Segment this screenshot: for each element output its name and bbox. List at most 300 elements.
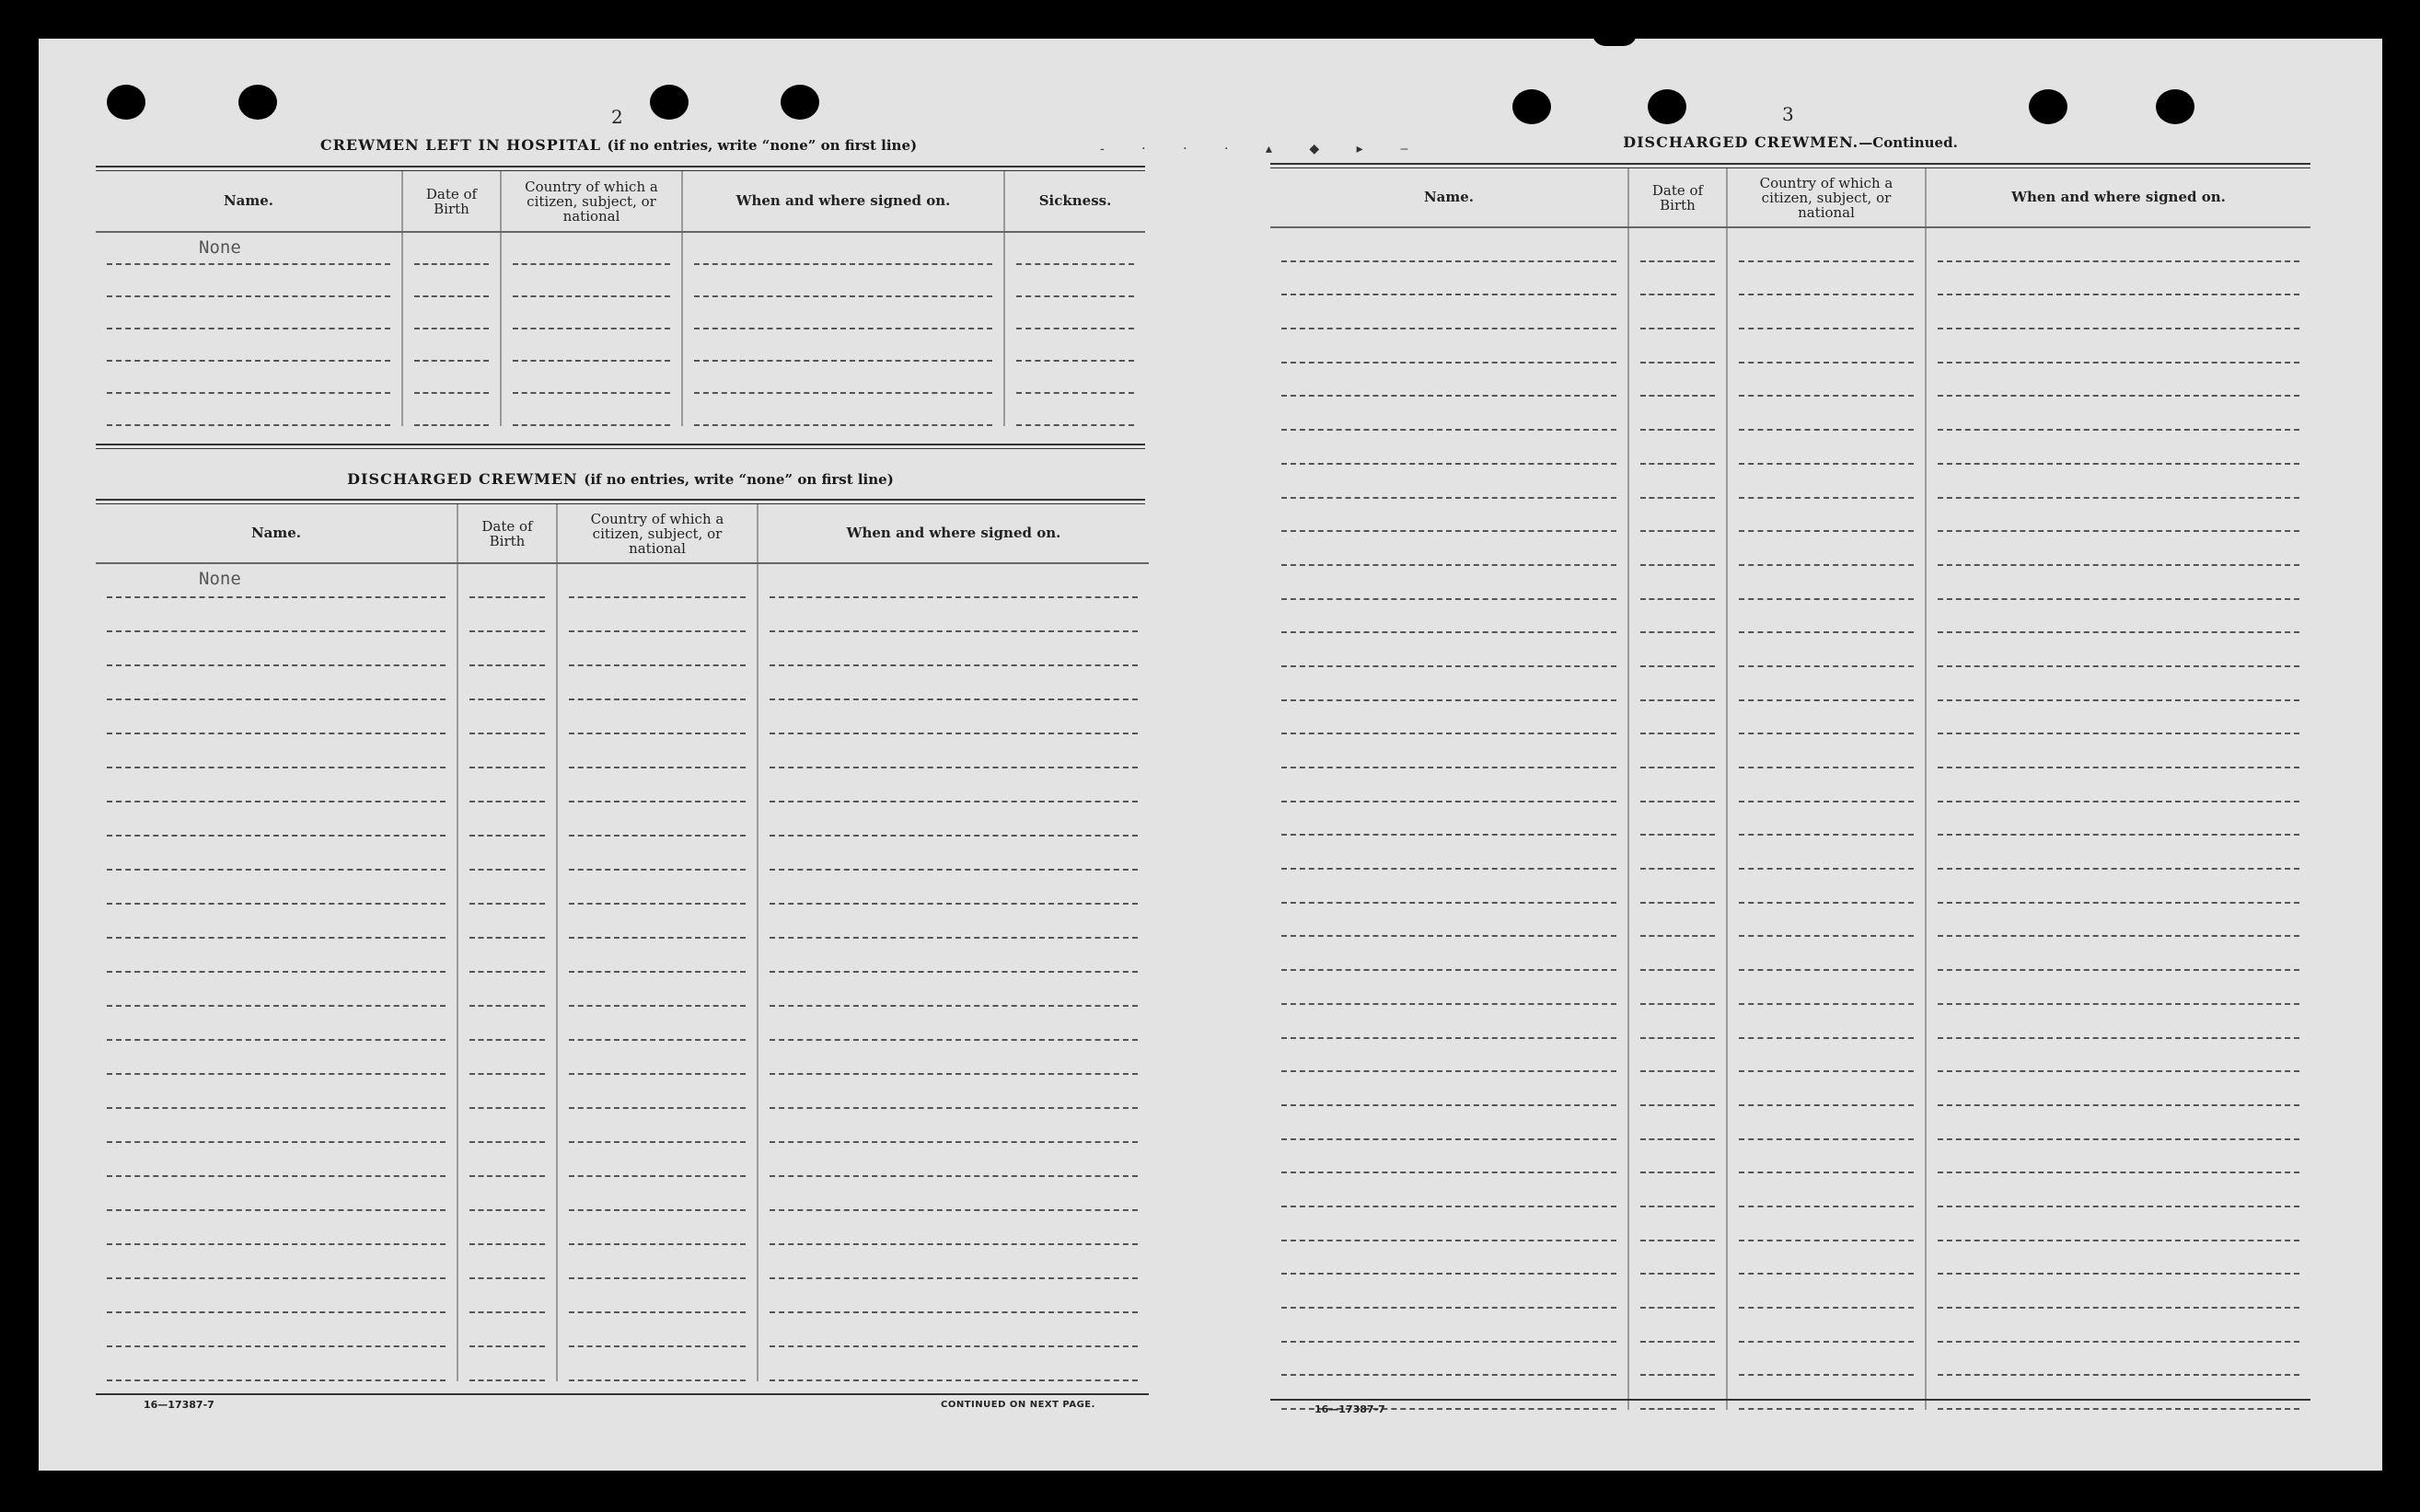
table-cell[interactable] [682, 394, 1004, 426]
table-cell[interactable] [1926, 768, 2310, 802]
table-cell[interactable] [1628, 1241, 1727, 1275]
table-cell[interactable] [96, 768, 457, 802]
table-cell[interactable] [557, 905, 758, 939]
table-cell[interactable] [1926, 532, 2310, 566]
table-cell[interactable] [96, 700, 457, 734]
table-cell[interactable] [1628, 397, 1727, 431]
table-cell[interactable] [457, 1245, 557, 1279]
table-cell[interactable] [1727, 227, 1926, 262]
table-cell[interactable] [1727, 499, 1926, 533]
table-cell[interactable] [457, 632, 557, 666]
table-cell[interactable] [758, 1313, 1149, 1347]
table-cell[interactable] [1727, 262, 1926, 296]
table-cell[interactable] [557, 1177, 758, 1211]
table-cell[interactable] [682, 265, 1004, 297]
table-cell[interactable] [457, 1143, 557, 1177]
table-cell[interactable] [1926, 262, 2310, 296]
table-cell[interactable] [1628, 1309, 1727, 1343]
table-cell[interactable] [96, 563, 457, 598]
table-cell[interactable] [1270, 262, 1628, 296]
table-cell[interactable] [96, 905, 457, 939]
table-cell[interactable] [1727, 1309, 1926, 1343]
table-cell[interactable] [758, 598, 1149, 632]
table-cell[interactable] [96, 1041, 457, 1075]
table-cell[interactable] [1926, 734, 2310, 768]
table-cell[interactable] [557, 1143, 758, 1177]
entry-line: None [107, 564, 446, 598]
table-cell[interactable] [557, 871, 758, 905]
entry-line [469, 802, 545, 837]
table-cell[interactable] [557, 1313, 758, 1347]
table-cell[interactable] [457, 973, 557, 1007]
entry-line [469, 564, 545, 598]
table-cell[interactable] [1628, 600, 1727, 634]
table-cell[interactable] [758, 1007, 1149, 1041]
table-cell[interactable] [758, 1075, 1149, 1109]
table-cell[interactable] [1926, 364, 2310, 398]
table-cell[interactable] [501, 362, 682, 394]
table-cell[interactable] [1926, 1072, 2310, 1106]
table-cell[interactable] [1628, 227, 1727, 262]
table-cell[interactable] [1727, 329, 1926, 364]
table-cell[interactable] [1926, 971, 2310, 1005]
table-cell[interactable] [1926, 1106, 2310, 1140]
table-cell[interactable] [1727, 971, 1926, 1005]
entry-line [1739, 768, 1914, 802]
table-row [96, 837, 1149, 871]
table-cell[interactable] [1270, 1241, 1628, 1275]
table-cell[interactable] [1270, 734, 1628, 768]
table-cell[interactable] [457, 666, 557, 700]
table-cell[interactable] [557, 1245, 758, 1279]
table-cell[interactable] [96, 598, 457, 632]
table-cell[interactable] [557, 700, 758, 734]
table-cell[interactable] [457, 768, 557, 802]
table-cell[interactable] [96, 329, 402, 362]
table-cell[interactable] [557, 939, 758, 973]
table-cell[interactable] [1926, 1140, 2310, 1174]
table-cell[interactable] [1926, 701, 2310, 735]
table-cell[interactable] [402, 329, 501, 362]
table-cell[interactable] [96, 1245, 457, 1279]
entry-line [1281, 768, 1616, 802]
table-cell[interactable] [557, 1007, 758, 1041]
table-cell[interactable] [1004, 265, 1145, 297]
table-cell[interactable] [1727, 633, 1926, 667]
table-cell[interactable] [1628, 1376, 1727, 1410]
table-cell[interactable] [457, 802, 557, 837]
table-cell[interactable] [1628, 904, 1727, 938]
table-cell[interactable] [1628, 1106, 1727, 1140]
table-cell[interactable] [1270, 431, 1628, 465]
table-cell[interactable] [1628, 802, 1727, 837]
table-cell[interactable] [557, 768, 758, 802]
table-cell[interactable] [1270, 1207, 1628, 1241]
table-cell[interactable] [1926, 1376, 2310, 1410]
table-cell[interactable] [457, 700, 557, 734]
table-cell[interactable] [96, 1109, 457, 1143]
table-cell[interactable] [1004, 362, 1145, 394]
table-cell[interactable] [96, 973, 457, 1007]
table-cell[interactable] [1270, 1343, 1628, 1377]
table-cell[interactable] [96, 232, 402, 265]
table-cell[interactable] [758, 973, 1149, 1007]
table-cell[interactable] [1628, 1343, 1727, 1377]
table-cell[interactable] [1926, 329, 2310, 364]
table-cell[interactable] [457, 1279, 557, 1313]
table-cell[interactable] [1926, 836, 2310, 870]
table-cell[interactable] [1727, 1072, 1926, 1106]
table-cell[interactable] [1628, 734, 1727, 768]
table-cell[interactable] [1727, 397, 1926, 431]
entry-line [1739, 1309, 1914, 1343]
table-cell[interactable] [557, 666, 758, 700]
table-row [1270, 633, 2310, 667]
table-cell[interactable] [682, 362, 1004, 394]
table-cell[interactable] [1628, 1005, 1727, 1039]
table-cell[interactable] [1727, 364, 1926, 398]
table-cell[interactable] [557, 1041, 758, 1075]
entry-line [107, 734, 446, 768]
table-cell[interactable] [1270, 971, 1628, 1005]
table-cell[interactable] [1926, 633, 2310, 667]
table-cell[interactable] [1926, 600, 2310, 634]
table-cell[interactable] [758, 1143, 1149, 1177]
table-cell[interactable] [1270, 1039, 1628, 1073]
table-cell[interactable] [1926, 802, 2310, 837]
table-cell[interactable] [1926, 1039, 2310, 1073]
table-row [1270, 937, 2310, 971]
table-cell[interactable] [1628, 1207, 1727, 1241]
table-cell[interactable] [1727, 1039, 1926, 1073]
table-cell[interactable] [1628, 1039, 1727, 1073]
table-cell[interactable] [457, 1313, 557, 1347]
table-cell[interactable] [1270, 1275, 1628, 1309]
table-cell[interactable] [457, 1007, 557, 1041]
table-cell[interactable] [1270, 870, 1628, 904]
table-cell[interactable] [1270, 1106, 1628, 1140]
table-cell[interactable] [1270, 701, 1628, 735]
table-cell[interactable] [1628, 566, 1727, 600]
table-cell[interactable] [557, 802, 758, 837]
table-cell[interactable] [758, 1279, 1149, 1313]
table-cell[interactable] [557, 973, 758, 1007]
table-cell[interactable] [1628, 937, 1727, 971]
table-cell[interactable] [1926, 904, 2310, 938]
table-cell[interactable] [1628, 1140, 1727, 1174]
table-cell[interactable] [1727, 1376, 1926, 1410]
table-cell[interactable] [402, 232, 501, 265]
table-cell[interactable] [1628, 633, 1727, 667]
table-cell[interactable] [1727, 836, 1926, 870]
table-cell[interactable] [758, 1211, 1149, 1245]
table-cell[interactable] [1727, 1106, 1926, 1140]
table-cell[interactable] [1270, 397, 1628, 431]
table-cell[interactable] [1727, 667, 1926, 701]
table-cell[interactable] [1727, 937, 1926, 971]
table-cell[interactable] [1926, 870, 2310, 904]
table-cell[interactable] [1628, 295, 1727, 329]
table-cell[interactable] [1004, 232, 1145, 265]
table-cell[interactable] [1926, 1309, 2310, 1343]
table-row [96, 1041, 1149, 1075]
table-cell[interactable] [758, 802, 1149, 837]
entry-line [1739, 228, 1914, 262]
table-cell[interactable] [1926, 1275, 2310, 1309]
entry-line [1938, 836, 2299, 870]
table-row [96, 1313, 1149, 1347]
entry-line [107, 1007, 446, 1041]
table-cell[interactable] [682, 297, 1004, 329]
table-cell[interactable] [457, 837, 557, 871]
table-cell[interactable] [758, 939, 1149, 973]
table-cell[interactable] [1270, 329, 1628, 364]
entry-line [1739, 532, 1914, 566]
table-cell[interactable] [96, 1177, 457, 1211]
table-cell[interactable] [96, 939, 457, 973]
table-cell[interactable] [457, 1211, 557, 1245]
table-cell[interactable] [1727, 1275, 1926, 1309]
table-cell[interactable] [557, 1279, 758, 1313]
table-cell[interactable] [457, 1075, 557, 1109]
table-cell[interactable] [1270, 364, 1628, 398]
table-cell[interactable] [1628, 836, 1727, 870]
table-cell[interactable] [1004, 297, 1145, 329]
table-cell[interactable] [96, 632, 457, 666]
table-cell[interactable] [1270, 532, 1628, 566]
table-cell[interactable] [557, 734, 758, 768]
table-cell[interactable] [96, 265, 402, 297]
table-cell[interactable] [96, 1211, 457, 1245]
table-cell[interactable] [1628, 667, 1727, 701]
table-cell[interactable] [1270, 1140, 1628, 1174]
entry-line [1739, 802, 1914, 837]
table-cell[interactable] [1727, 1241, 1926, 1275]
table-row [1270, 701, 2310, 735]
table-cell[interactable] [457, 734, 557, 768]
table-cell[interactable] [557, 1211, 758, 1245]
entry-line [513, 329, 670, 362]
table-cell[interactable] [457, 598, 557, 632]
table-cell[interactable] [96, 802, 457, 837]
entry-line [770, 1075, 1138, 1109]
entry-line [469, 837, 545, 871]
table-cell[interactable] [1727, 566, 1926, 600]
table-cell[interactable] [1727, 870, 1926, 904]
entry-line [1640, 1173, 1715, 1207]
table-cell[interactable] [758, 871, 1149, 905]
table-cell[interactable] [1270, 1309, 1628, 1343]
table-cell[interactable] [501, 329, 682, 362]
table-cell[interactable] [96, 1075, 457, 1109]
table-cell[interactable] [1270, 937, 1628, 971]
table-cell[interactable] [1628, 768, 1727, 802]
table-cell[interactable] [1628, 499, 1727, 533]
table-cell[interactable] [457, 1041, 557, 1075]
entry-line [1938, 1207, 2299, 1241]
table-cell[interactable] [457, 905, 557, 939]
table-cell[interactable] [1926, 566, 2310, 600]
table-cell[interactable] [682, 329, 1004, 362]
table-cell[interactable] [1727, 465, 1926, 499]
table-cell[interactable] [1727, 768, 1926, 802]
entry-line [1281, 295, 1616, 329]
table-cell[interactable] [1727, 701, 1926, 735]
table-cell[interactable] [1628, 1072, 1727, 1106]
table-cell[interactable] [1628, 1173, 1727, 1207]
table-cell[interactable] [96, 1313, 457, 1347]
table-cell[interactable] [96, 394, 402, 426]
table-cell[interactable] [1270, 802, 1628, 837]
table-cell[interactable] [501, 265, 682, 297]
table-cell[interactable] [1270, 633, 1628, 667]
table-cell[interactable] [758, 563, 1149, 598]
table-cell[interactable] [758, 1177, 1149, 1211]
table-cell[interactable] [1628, 870, 1727, 904]
table-cell[interactable] [1926, 227, 2310, 262]
table-cell[interactable] [557, 1347, 758, 1381]
table-cell[interactable] [557, 598, 758, 632]
entry-line [107, 1279, 446, 1313]
table-cell[interactable] [1270, 499, 1628, 533]
table-cell[interactable] [1926, 1207, 2310, 1241]
table-cell[interactable] [1727, 431, 1926, 465]
table-cell[interactable] [1727, 1343, 1926, 1377]
table-cell[interactable] [457, 1177, 557, 1211]
table-cell[interactable] [1270, 904, 1628, 938]
table-cell[interactable] [758, 632, 1149, 666]
table-cell[interactable] [1727, 802, 1926, 837]
table-cell[interactable] [758, 666, 1149, 700]
table-cell[interactable] [96, 871, 457, 905]
table-cell[interactable] [1926, 397, 2310, 431]
table-cell[interactable] [1628, 1275, 1727, 1309]
table-row [1270, 431, 2310, 465]
table-cell[interactable] [1727, 600, 1926, 634]
table-cell[interactable] [1628, 262, 1727, 296]
table-cell[interactable] [1727, 904, 1926, 938]
table-cell[interactable] [1628, 329, 1727, 364]
table-cell[interactable] [758, 1109, 1149, 1143]
table-cell[interactable] [96, 666, 457, 700]
table-cell[interactable] [1926, 667, 2310, 701]
entry-line [1739, 633, 1914, 667]
table-cell[interactable] [758, 837, 1149, 871]
entry-line [1938, 971, 2299, 1005]
table-cell[interactable] [1270, 600, 1628, 634]
table-cell[interactable] [402, 297, 501, 329]
table-cell[interactable] [758, 700, 1149, 734]
entry-line [469, 666, 545, 700]
table-cell[interactable] [96, 734, 457, 768]
table-cell[interactable] [1270, 1005, 1628, 1039]
table-cell[interactable] [1926, 465, 2310, 499]
table-cell[interactable] [758, 905, 1149, 939]
table-cell[interactable] [1270, 465, 1628, 499]
table-cell[interactable] [1628, 701, 1727, 735]
table-cell[interactable] [1926, 295, 2310, 329]
table-cell[interactable] [758, 1041, 1149, 1075]
table-cell[interactable] [501, 394, 682, 426]
table-cell[interactable] [1727, 532, 1926, 566]
table-cell[interactable] [96, 1279, 457, 1313]
table-cell[interactable] [96, 297, 402, 329]
table-cell[interactable] [1270, 295, 1628, 329]
table-cell[interactable] [1270, 667, 1628, 701]
table-cell[interactable] [758, 734, 1149, 768]
table-cell[interactable] [96, 837, 457, 871]
table-cell[interactable] [457, 1109, 557, 1143]
table-cell[interactable] [682, 232, 1004, 265]
table-cell[interactable] [402, 362, 501, 394]
table-cell[interactable] [1270, 566, 1628, 600]
table-cell[interactable] [96, 1007, 457, 1041]
table-cell[interactable] [1727, 1140, 1926, 1174]
entry-line [1640, 971, 1715, 1005]
table-cell[interactable] [1628, 465, 1727, 499]
table-cell[interactable] [557, 632, 758, 666]
table-cell[interactable] [758, 768, 1149, 802]
table-cell[interactable] [1270, 1072, 1628, 1106]
table-cell[interactable] [501, 297, 682, 329]
table-cell[interactable] [1926, 1173, 2310, 1207]
table-cell[interactable] [1926, 1241, 2310, 1275]
table-cell[interactable] [96, 362, 402, 394]
table-cell[interactable] [1727, 1207, 1926, 1241]
table-cell[interactable] [1727, 734, 1926, 768]
entry-line [569, 837, 746, 871]
entry-line [1281, 904, 1616, 938]
table-cell[interactable] [1270, 227, 1628, 262]
entry-line [569, 1143, 746, 1177]
table-cell[interactable] [402, 265, 501, 297]
table-cell[interactable] [1628, 364, 1727, 398]
table-cell[interactable] [557, 1109, 758, 1143]
table-cell[interactable] [96, 1347, 457, 1381]
table-cell[interactable] [758, 1347, 1149, 1381]
table-cell[interactable] [1270, 1173, 1628, 1207]
table-cell[interactable] [457, 871, 557, 905]
table-cell[interactable] [96, 1143, 457, 1177]
table-cell[interactable] [557, 837, 758, 871]
table-cell[interactable] [1926, 937, 2310, 971]
table-cell[interactable] [1727, 295, 1926, 329]
table-cell[interactable] [501, 232, 682, 265]
table-cell[interactable] [1628, 971, 1727, 1005]
table-cell[interactable] [1926, 1005, 2310, 1039]
table-cell[interactable] [457, 563, 557, 598]
table-cell[interactable] [557, 1075, 758, 1109]
table-cell[interactable] [1628, 431, 1727, 465]
table-cell[interactable] [457, 939, 557, 973]
table-cell[interactable] [1727, 1173, 1926, 1207]
table-cell[interactable] [758, 1245, 1149, 1279]
entry-line [107, 1313, 446, 1347]
table-cell[interactable] [457, 1347, 557, 1381]
entry-line [569, 734, 746, 768]
table-cell[interactable] [1926, 1343, 2310, 1377]
table-cell[interactable] [1727, 1005, 1926, 1039]
table-cell[interactable] [402, 394, 501, 426]
table-cell[interactable] [1926, 431, 2310, 465]
table-cell[interactable] [1004, 394, 1145, 426]
table-cell[interactable] [1628, 532, 1727, 566]
table-cell[interactable] [557, 563, 758, 598]
table-cell[interactable] [1004, 329, 1145, 362]
table-cell[interactable] [1270, 768, 1628, 802]
table-cell[interactable] [1926, 499, 2310, 533]
table-cell[interactable] [1270, 836, 1628, 870]
